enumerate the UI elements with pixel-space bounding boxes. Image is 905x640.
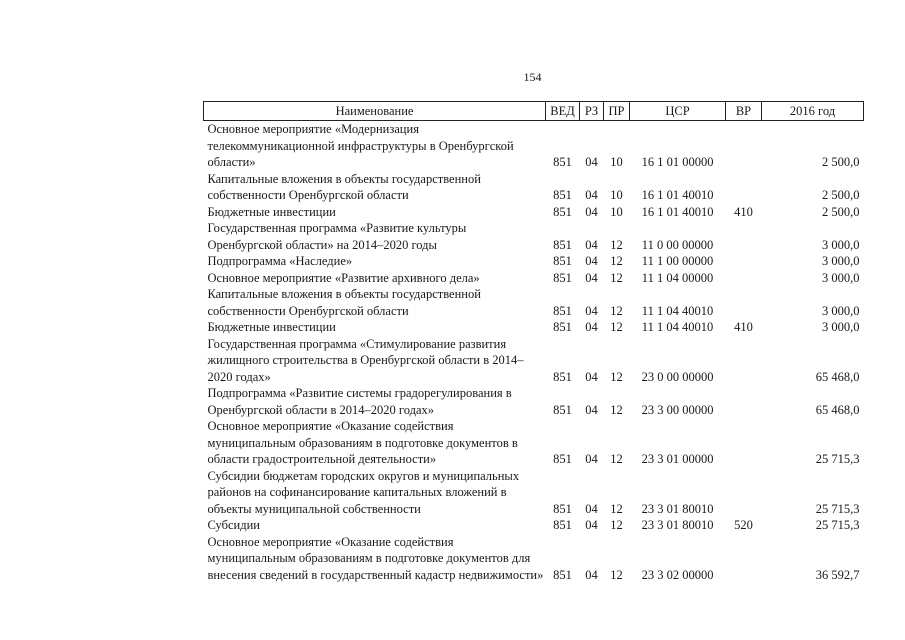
- row-ved: 851: [553, 270, 572, 285]
- row-vr: [726, 270, 762, 287]
- row-pr: 12: [610, 402, 623, 417]
- budget-table: [203, 101, 864, 583]
- row-pr: 10: [610, 204, 623, 219]
- header-name: Наименование: [204, 102, 546, 121]
- row-csr: 11 1 04 40010: [641, 320, 714, 334]
- table-row: [204, 220, 864, 253]
- row-amount: 25 715,3: [815, 501, 860, 516]
- row-amount: 2 500,0: [822, 188, 860, 202]
- table-row: [204, 385, 864, 418]
- row-csr: 23 3 01 00000: [641, 452, 714, 466]
- row-csr: 16 1 01 00000: [641, 155, 714, 169]
- row-name: Основное мероприятие «Модернизация телекоммуникационной инфраструктуры в Оренбургской области»: [207, 122, 514, 169]
- row-name: Субсидии бюджетам городских округов и муниципальных районов на софинансирование капитальных вложений в объекты муниципальной собственности: [207, 468, 520, 516]
- row-rz: 04: [585, 452, 598, 466]
- row-ved: 851: [553, 254, 572, 268]
- row-name: Бюджетные инвестиции: [207, 204, 336, 219]
- row-rz: 04: [585, 155, 598, 169]
- row-csr: 11 1 04 00000: [641, 270, 714, 285]
- row-pr: 12: [610, 320, 623, 334]
- table-row: [204, 270, 864, 287]
- row-vr: [726, 286, 762, 319]
- table-row: [204, 534, 864, 584]
- row-pr: 12: [610, 452, 623, 466]
- row-rz: 04: [585, 501, 598, 516]
- table-row: [204, 418, 864, 468]
- row-vr: [726, 534, 762, 584]
- row-amount: 3 000,0: [822, 254, 860, 268]
- row-csr: 23 0 00 00000: [641, 369, 714, 384]
- table-row: [204, 253, 864, 270]
- header-vr: ВР: [726, 102, 762, 121]
- row-amount: 65 468,0: [815, 369, 860, 384]
- table-body: [204, 121, 864, 584]
- row-amount: 25 715,3: [815, 518, 860, 532]
- row-ved: 851: [553, 452, 572, 466]
- table-row: [204, 286, 864, 319]
- row-amount: 25 715,3: [815, 452, 860, 466]
- row-ved: 851: [553, 518, 572, 532]
- row-ved: 851: [553, 501, 572, 516]
- row-ved: 851: [553, 567, 572, 582]
- header-year: 2016 год: [762, 102, 864, 121]
- row-vr: [726, 253, 762, 270]
- row-name: Основное мероприятие «Развитие архивного дела»: [207, 270, 480, 285]
- row-rz: 04: [585, 303, 598, 318]
- row-ved: 851: [553, 402, 572, 417]
- row-rz: 04: [585, 402, 598, 417]
- row-rz: 04: [585, 270, 598, 285]
- header-row: [204, 102, 864, 121]
- row-amount: 36 592,7: [815, 567, 860, 582]
- header-ved: ВЕД: [546, 102, 580, 121]
- header-csr: ЦСР: [630, 102, 726, 121]
- row-amount: 3 000,0: [822, 303, 860, 318]
- header-rz: РЗ: [580, 102, 604, 121]
- row-vr: [726, 336, 762, 386]
- row-vr: [726, 220, 762, 253]
- row-pr: 12: [610, 567, 623, 582]
- budget-table-container: [203, 101, 863, 583]
- row-pr: 12: [610, 369, 623, 384]
- row-name: Основное мероприятие «Оказание содействия муниципальным образованиям в подготовке документов в области градостроительной деятельности»: [207, 419, 518, 466]
- row-vr: 410: [734, 320, 753, 334]
- row-csr: 16 1 01 40010: [641, 188, 714, 202]
- row-vr: 520: [734, 518, 753, 532]
- row-name: Субсидии: [207, 518, 260, 532]
- row-rz: 04: [585, 369, 598, 384]
- row-name: Бюджетные инвестиции: [207, 320, 336, 334]
- row-vr: [726, 121, 762, 171]
- row-rz: 04: [585, 254, 598, 268]
- row-name: Подпрограмма «Развитие системы градорегулирования в Оренбургской области в 2014–2020 годах»: [207, 386, 512, 417]
- row-name: Государственная программа «Стимулирование развития жилищного строительства в Оренбургской области в 2014–2020 годах»: [207, 336, 524, 384]
- table-row: [204, 336, 864, 386]
- row-csr: 11 1 04 40010: [641, 303, 714, 318]
- row-rz: 04: [585, 518, 598, 532]
- row-ved: 851: [553, 369, 572, 384]
- row-vr: 410: [734, 204, 753, 219]
- row-pr: 12: [610, 237, 623, 252]
- row-amount: 2 500,0: [822, 204, 860, 219]
- row-pr: 12: [610, 518, 623, 532]
- row-csr: 23 3 00 00000: [641, 402, 714, 417]
- row-ved: 851: [553, 204, 572, 219]
- row-csr: 11 1 00 00000: [641, 254, 714, 268]
- row-rz: 04: [585, 567, 598, 582]
- table-header: [204, 102, 864, 121]
- row-csr: 23 3 02 00000: [641, 567, 714, 582]
- row-rz: 04: [585, 320, 598, 334]
- row-amount: 3 000,0: [822, 237, 860, 252]
- row-rz: 04: [585, 188, 598, 202]
- row-name: Основное мероприятие «Оказание содействия муниципальным образованиям в подготовке документов для внесения сведений в государственный кадастр недвижимости»: [207, 534, 544, 582]
- table-row: [204, 121, 864, 171]
- page-number: 154: [523, 70, 542, 84]
- row-vr: [726, 418, 762, 468]
- row-amount: 3 000,0: [822, 270, 860, 285]
- row-ved: 851: [553, 155, 572, 169]
- table-row: [204, 468, 864, 518]
- row-pr: 12: [610, 501, 623, 516]
- row-rz: 04: [585, 204, 598, 219]
- row-name: Капитальные вложения в объекты государственной собственности Оренбургской области: [207, 287, 481, 318]
- row-pr: 12: [610, 254, 623, 268]
- table-row: [204, 517, 864, 534]
- row-ved: 851: [553, 303, 572, 318]
- table-row: [204, 171, 864, 204]
- row-ved: 851: [553, 320, 572, 334]
- row-csr: 23 3 01 80010: [641, 501, 714, 516]
- row-rz: 04: [585, 237, 598, 252]
- row-vr: [726, 468, 762, 518]
- row-pr: 12: [610, 270, 623, 285]
- table-row: [204, 204, 864, 221]
- header-pr: ПР: [604, 102, 630, 121]
- row-name: Государственная программа «Развитие культуры Оренбургской области» на 2014–2020 годы: [207, 221, 467, 252]
- row-ved: 851: [553, 237, 572, 252]
- row-pr: 12: [610, 303, 623, 318]
- row-ved: 851: [553, 188, 572, 202]
- row-csr: 16 1 01 40010: [641, 204, 714, 219]
- row-vr: [726, 171, 762, 204]
- row-pr: 10: [610, 155, 623, 169]
- row-amount: 2 500,0: [822, 155, 860, 169]
- row-amount: 3 000,0: [822, 320, 860, 334]
- row-csr: 23 3 01 80010: [641, 518, 714, 532]
- row-pr: 10: [610, 188, 623, 202]
- row-csr: 11 0 00 00000: [641, 237, 714, 252]
- table-row: [204, 319, 864, 336]
- row-name: Капитальные вложения в объекты государственной собственности Оренбургской области: [207, 171, 481, 202]
- row-name: Подпрограмма «Наследие»: [207, 254, 353, 268]
- row-vr: [726, 385, 762, 418]
- row-amount: 65 468,0: [815, 402, 860, 417]
